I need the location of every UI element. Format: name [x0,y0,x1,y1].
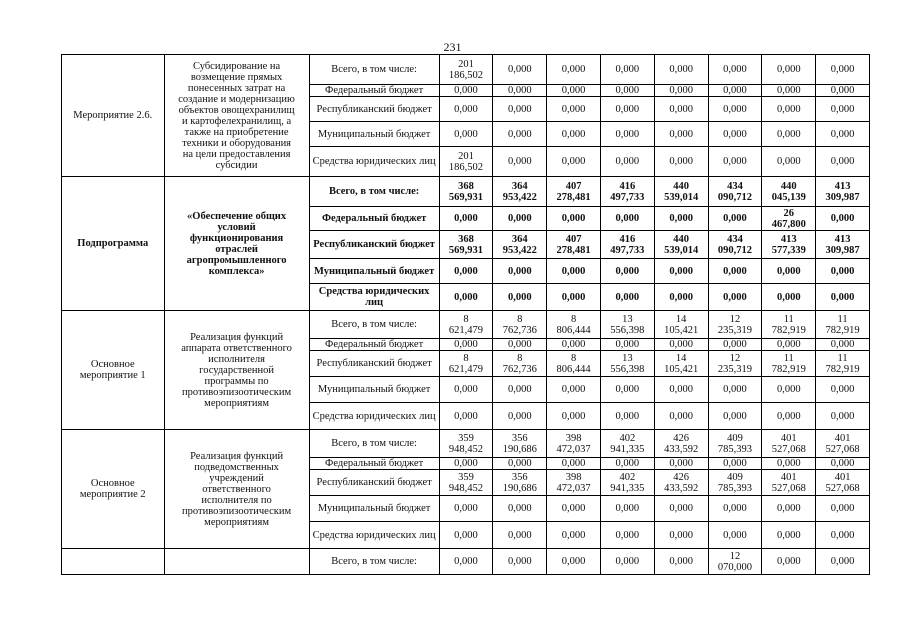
amount-cell: 434 090,712 [708,231,762,259]
amount-cell: 0,000 [708,147,762,177]
funding-source: Средства юридических лиц [309,403,439,430]
funding-source: Муниципальный бюджет [309,377,439,403]
funding-source: Федеральный бюджет [309,207,439,231]
amount-cell: 434 090,712 [708,177,762,207]
amount-cell: 0,000 [654,377,708,403]
amount-cell: 0,000 [439,339,493,351]
amount-cell: 0,000 [547,377,601,403]
amount-cell: 8 621,479 [439,351,493,377]
measure-name: Мероприятие 2.6. [62,55,165,177]
amount-cell: 0,000 [600,403,654,430]
amount-cell: 0,000 [816,55,870,85]
amount-cell: 0,000 [439,122,493,147]
amount-cell: 413 577,339 [762,231,816,259]
amount-cell: 0,000 [600,377,654,403]
amount-cell: 0,000 [547,339,601,351]
amount-cell: 0,000 [654,259,708,284]
amount-cell: 14 105,421 [654,351,708,377]
amount-cell: 0,000 [708,496,762,522]
measure-description: Субсидирование на возмещение прямых понесенных затрат на создание и модернизацию объектов овощехранилищ и картофелехранилищ, а также на приобретение техники и оборудования на цели предоставления субсидии [164,55,309,177]
amount-cell: 398 472,037 [547,470,601,496]
amount-cell: 0,000 [654,97,708,122]
amount-cell: 0,000 [762,496,816,522]
funding-source: Всего, в том числе: [309,430,439,458]
amount-cell: 0,000 [600,55,654,85]
amount-cell: 401 527,068 [762,430,816,458]
amount-cell: 0,000 [816,259,870,284]
amount-cell: 0,000 [547,147,601,177]
amount-cell: 0,000 [493,122,547,147]
amount-cell: 368 569,931 [439,231,493,259]
amount-cell: 409 785,393 [708,430,762,458]
amount-cell: 0,000 [439,522,493,549]
amount-cell: 0,000 [439,549,493,575]
amount-cell: 356 190,686 [493,470,547,496]
amount-cell: 0,000 [708,97,762,122]
amount-cell: 402 941,335 [600,470,654,496]
amount-cell: 426 433,592 [654,470,708,496]
amount-cell: 8 621,479 [439,311,493,339]
amount-cell: 201 186,502 [439,55,493,85]
amount-cell: 8 762,736 [493,351,547,377]
amount-cell: 0,000 [654,522,708,549]
funding-source: Республиканский бюджет [309,97,439,122]
amount-cell: 409 785,393 [708,470,762,496]
amount-cell: 0,000 [654,284,708,311]
funding-source: Федеральный бюджет [309,339,439,351]
amount-cell: 0,000 [654,549,708,575]
amount-cell: 0,000 [493,339,547,351]
funding-source: Республиканский бюджет [309,351,439,377]
amount-cell: 0,000 [600,147,654,177]
amount-cell: 359 948,452 [439,430,493,458]
amount-cell: 0,000 [547,496,601,522]
amount-cell: 11 782,919 [816,311,870,339]
amount-cell: 0,000 [762,259,816,284]
funding-source: Муниципальный бюджет [309,122,439,147]
amount-cell: 0,000 [654,147,708,177]
amount-cell: 0,000 [493,259,547,284]
amount-cell: 0,000 [708,207,762,231]
amount-cell: 398 472,037 [547,430,601,458]
amount-cell: 0,000 [816,122,870,147]
amount-cell: 11 782,919 [762,311,816,339]
amount-cell: 426 433,592 [654,430,708,458]
amount-cell: 0,000 [439,207,493,231]
amount-cell: 0,000 [762,97,816,122]
measure-name [62,549,165,575]
amount-cell: 14 105,421 [654,311,708,339]
amount-cell: 401 527,068 [762,470,816,496]
amount-cell: 0,000 [600,522,654,549]
amount-cell: 440 045,139 [762,177,816,207]
amount-cell: 0,000 [708,458,762,470]
amount-cell: 13 556,398 [600,311,654,339]
amount-cell: 0,000 [762,284,816,311]
table-row [62,177,870,207]
funding-source: Федеральный бюджет [309,458,439,470]
amount-cell: 0,000 [439,496,493,522]
budget-table [61,54,870,575]
table-row [62,311,870,339]
amount-cell: 0,000 [654,55,708,85]
amount-cell: 0,000 [600,339,654,351]
amount-cell: 0,000 [654,207,708,231]
amount-cell: 0,000 [654,339,708,351]
amount-cell: 0,000 [493,377,547,403]
amount-cell: 0,000 [493,85,547,97]
measure-name: Подпрограмма [62,177,165,311]
amount-cell: 0,000 [762,377,816,403]
amount-cell: 0,000 [816,97,870,122]
amount-cell: 0,000 [439,259,493,284]
funding-source: Средства юридических лиц [309,522,439,549]
amount-cell: 0,000 [816,284,870,311]
funding-source: Муниципальный бюджет [309,259,439,284]
amount-cell: 0,000 [493,147,547,177]
amount-cell: 0,000 [762,522,816,549]
amount-cell: 0,000 [493,55,547,85]
amount-cell: 0,000 [547,458,601,470]
amount-cell: 0,000 [547,207,601,231]
funding-source: Средства юридических лиц [309,284,439,311]
amount-cell: 0,000 [493,403,547,430]
amount-cell: 0,000 [708,522,762,549]
funding-source: Всего, в том числе: [309,55,439,85]
funding-source: Средства юридических лиц [309,147,439,177]
amount-cell: 0,000 [762,147,816,177]
amount-cell: 0,000 [816,147,870,177]
amount-cell: 0,000 [816,549,870,575]
measure-name: Основное мероприятие 1 [62,311,165,430]
amount-cell: 0,000 [600,496,654,522]
amount-cell: 0,000 [600,207,654,231]
amount-cell: 8 806,444 [547,351,601,377]
amount-cell: 8 762,736 [493,311,547,339]
amount-cell: 0,000 [439,284,493,311]
amount-cell: 0,000 [762,122,816,147]
amount-cell: 0,000 [493,549,547,575]
funding-source: Всего, в том числе: [309,177,439,207]
amount-cell: 413 309,987 [816,177,870,207]
measure-description [164,549,309,575]
amount-cell: 0,000 [493,458,547,470]
amount-cell: 0,000 [439,97,493,122]
amount-cell: 11 782,919 [816,351,870,377]
amount-cell: 368 569,931 [439,177,493,207]
amount-cell: 0,000 [547,259,601,284]
amount-cell: 0,000 [762,55,816,85]
amount-cell: 26 467,800 [762,207,816,231]
amount-cell: 0,000 [493,522,547,549]
amount-cell: 359 948,452 [439,470,493,496]
amount-cell: 0,000 [600,259,654,284]
funding-source: Всего, в том числе: [309,311,439,339]
amount-cell: 0,000 [816,496,870,522]
amount-cell: 0,000 [654,85,708,97]
amount-cell: 0,000 [493,207,547,231]
amount-cell: 0,000 [547,122,601,147]
amount-cell: 0,000 [708,85,762,97]
amount-cell: 0,000 [493,496,547,522]
amount-cell: 356 190,686 [493,430,547,458]
amount-cell: 0,000 [600,284,654,311]
amount-cell: 0,000 [708,403,762,430]
amount-cell: 0,000 [762,549,816,575]
measure-description: «Обеспечение общих условий функционирования отраслей агропромышленного комплекса» [164,177,309,311]
amount-cell: 0,000 [547,97,601,122]
amount-cell: 416 497,733 [600,231,654,259]
table-row [62,55,870,85]
amount-cell: 0,000 [600,549,654,575]
amount-cell: 0,000 [816,377,870,403]
amount-cell: 0,000 [816,207,870,231]
amount-cell: 0,000 [708,339,762,351]
amount-cell: 402 941,335 [600,430,654,458]
funding-source: Республиканский бюджет [309,470,439,496]
amount-cell: 0,000 [816,458,870,470]
amount-cell: 0,000 [762,458,816,470]
amount-cell: 0,000 [654,403,708,430]
amount-cell: 0,000 [762,85,816,97]
amount-cell: 0,000 [547,55,601,85]
table-row [62,549,870,575]
amount-cell: 0,000 [654,122,708,147]
table-row [62,430,870,458]
amount-cell: 0,000 [654,496,708,522]
amount-cell: 0,000 [547,284,601,311]
amount-cell: 0,000 [493,97,547,122]
amount-cell: 0,000 [816,85,870,97]
amount-cell: 0,000 [816,339,870,351]
amount-cell: 8 806,444 [547,311,601,339]
amount-cell: 413 309,987 [816,231,870,259]
measure-description: Реализация функций аппарата ответственного исполнителя государственной программы по противоэпизоотическим мероприятиям [164,311,309,430]
amount-cell: 407 278,481 [547,231,601,259]
amount-cell: 0,000 [547,403,601,430]
amount-cell: 0,000 [547,522,601,549]
amount-cell: 0,000 [439,458,493,470]
amount-cell: 11 782,919 [762,351,816,377]
amount-cell: 401 527,068 [816,430,870,458]
amount-cell: 0,000 [493,284,547,311]
amount-cell: 0,000 [762,403,816,430]
amount-cell: 364 953,422 [493,177,547,207]
amount-cell: 440 539,014 [654,231,708,259]
amount-cell: 0,000 [654,458,708,470]
amount-cell: 0,000 [816,403,870,430]
amount-cell: 0,000 [600,85,654,97]
measure-description: Реализация функций подведомственных учреждений ответственного исполнителя по противоэпизоотическим мероприятиям [164,430,309,549]
measure-name: Основное мероприятие 2 [62,430,165,549]
amount-cell: 407 278,481 [547,177,601,207]
amount-cell: 12 235,319 [708,311,762,339]
amount-cell: 0,000 [547,549,601,575]
amount-cell: 201 186,502 [439,147,493,177]
amount-cell: 0,000 [600,122,654,147]
amount-cell: 0,000 [816,522,870,549]
amount-cell: 0,000 [708,122,762,147]
amount-cell: 0,000 [708,55,762,85]
amount-cell: 12 070,000 [708,549,762,575]
page-number: 231 [443,40,462,54]
amount-cell: 0,000 [547,85,601,97]
amount-cell: 0,000 [708,377,762,403]
amount-cell: 0,000 [439,403,493,430]
amount-cell: 364 953,422 [493,231,547,259]
amount-cell: 0,000 [439,85,493,97]
amount-cell: 440 539,014 [654,177,708,207]
amount-cell: 416 497,733 [600,177,654,207]
funding-source: Всего, в том числе: [309,549,439,575]
amount-cell: 0,000 [762,339,816,351]
amount-cell: 0,000 [708,284,762,311]
amount-cell: 0,000 [708,259,762,284]
amount-cell: 0,000 [600,458,654,470]
funding-source: Федеральный бюджет [309,85,439,97]
amount-cell: 401 527,068 [816,470,870,496]
funding-source: Муниципальный бюджет [309,496,439,522]
amount-cell: 12 235,319 [708,351,762,377]
amount-cell: 0,000 [600,97,654,122]
amount-cell: 0,000 [439,377,493,403]
amount-cell: 13 556,398 [600,351,654,377]
funding-source: Республиканский бюджет [309,231,439,259]
